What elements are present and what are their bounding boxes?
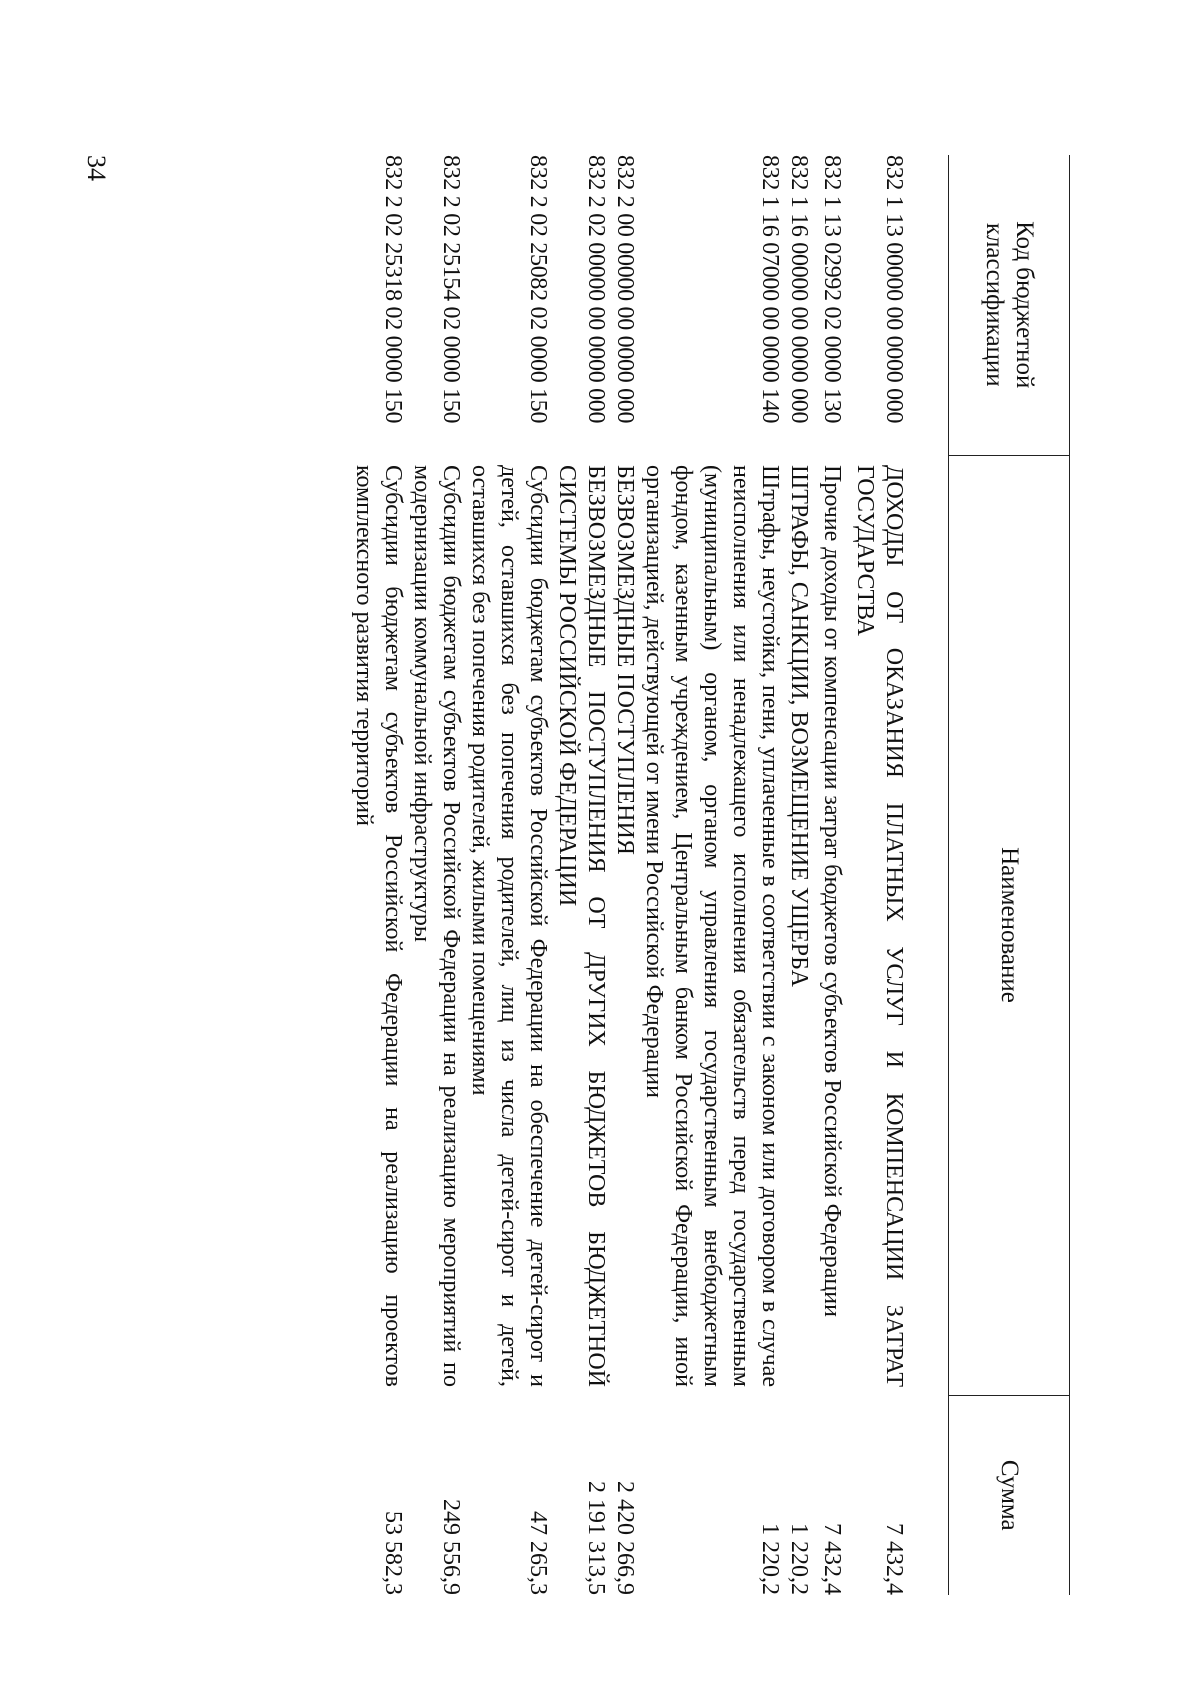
table-row xyxy=(784,155,813,1595)
row-name: Субсидии бюджетам субъектов Российской Федерации на реализацию проектов комплексного развития территорий xyxy=(351,465,406,1387)
row-code: 832 1 13 02992 02 0000 130 xyxy=(819,155,845,424)
table-row xyxy=(349,155,407,1595)
row-sum: 249 556,9 xyxy=(438,1499,464,1595)
budget-revenue-table xyxy=(349,155,1070,1595)
header-sum: Сумма xyxy=(949,1395,1070,1595)
table-row xyxy=(846,155,949,1595)
row-code: 832 2 02 25082 02 0000 150 xyxy=(525,155,551,424)
header-code: Код бюджетной классификации xyxy=(949,155,1070,455)
header-name: Наименование xyxy=(949,455,1070,1395)
row-name: Субсидии бюджетам субъектов Российской Федерации на реализацию мероприятий по модернизации коммунальной инфраструктуры xyxy=(409,465,464,1387)
row-sum: 2 420 266,9 xyxy=(612,1481,638,1595)
row-code: 832 1 16 07000 00 0000 140 xyxy=(757,155,783,424)
row-code: 832 1 16 00000 00 0000 000 xyxy=(786,155,812,424)
row-sum: 47 265,3 xyxy=(525,1511,551,1595)
row-sum: 1 220,2 xyxy=(757,1523,783,1595)
row-name: БЕЗВОЗМЕЗДНЫЕ ПОСТУПЛЕНИЯ xyxy=(612,465,638,855)
row-code: 832 1 13 00000 00 0000 000 xyxy=(881,155,907,424)
table-row xyxy=(465,155,552,1595)
rotated-page-content xyxy=(140,155,1070,1595)
row-name: ДОХОДЫ ОТ ОКАЗАНИЯ ПЛАТНЫХ УСЛУГ И КОМПЕНСАЦИИ ЗАТРАТ ГОСУДАРСТВА xyxy=(852,465,907,1387)
row-code: 832 2 02 00000 00 0000 000 xyxy=(583,155,609,424)
table-row xyxy=(639,155,784,1595)
row-code: 832 2 02 25154 02 0000 150 xyxy=(438,155,464,424)
row-name: Штрафы, неустойки, пени, уплаченные в соответствии с законом или договором в случае неисполнения или ненадлежащего исполнения обязательств перед государственным (муниципальным) органом, органом управления государственным внебюджетным фондом, казенным учреждением, Центральным банком Российской Федерации, иной организацией, действующей от имени Российской Федерации xyxy=(641,465,783,1387)
table-row xyxy=(552,155,610,1595)
row-code: 832 2 02 25318 02 0000 150 xyxy=(380,155,406,424)
row-sum: 1 220,2 xyxy=(786,1523,812,1595)
row-name: Прочие доходы от компенсации затрат бюджетов субъектов Российской Федерации xyxy=(819,465,845,1317)
table-body xyxy=(349,155,949,1595)
page-number: 34 xyxy=(82,155,111,181)
table-row xyxy=(813,155,846,1595)
table-row xyxy=(407,155,465,1595)
row-code: 832 2 00 00000 00 0000 000 xyxy=(612,155,638,424)
row-sum: 2 191 313,5 xyxy=(583,1481,609,1595)
row-name: БЕЗВОЗМЕЗДНЫЕ ПОСТУПЛЕНИЯ ОТ ДРУГИХ БЮДЖЕТОВ БЮДЖЕТНОЙ СИСТЕМЫ РОССИЙСКОЙ ФЕДЕРАЦИИ xyxy=(554,465,609,1387)
table-row xyxy=(610,155,639,1595)
row-sum: 7 432,4 xyxy=(819,1523,845,1595)
table-header xyxy=(949,155,1070,1595)
row-sum: 53 582,3 xyxy=(380,1511,406,1595)
row-name: Субсидии бюджетам субъектов Российской Федерации на обеспечение детей-сирот и детей, оставшихся без попечения родителей, лиц из числа детей-сирот и детей, оставшихся без попечения родителей, жилыми помещениями xyxy=(467,465,551,1387)
row-name: ШТРАФЫ, САНКЦИИ, ВОЗМЕЩЕНИЕ УЩЕРБА xyxy=(786,465,812,987)
row-sum: 7 432,4 xyxy=(881,1523,907,1595)
